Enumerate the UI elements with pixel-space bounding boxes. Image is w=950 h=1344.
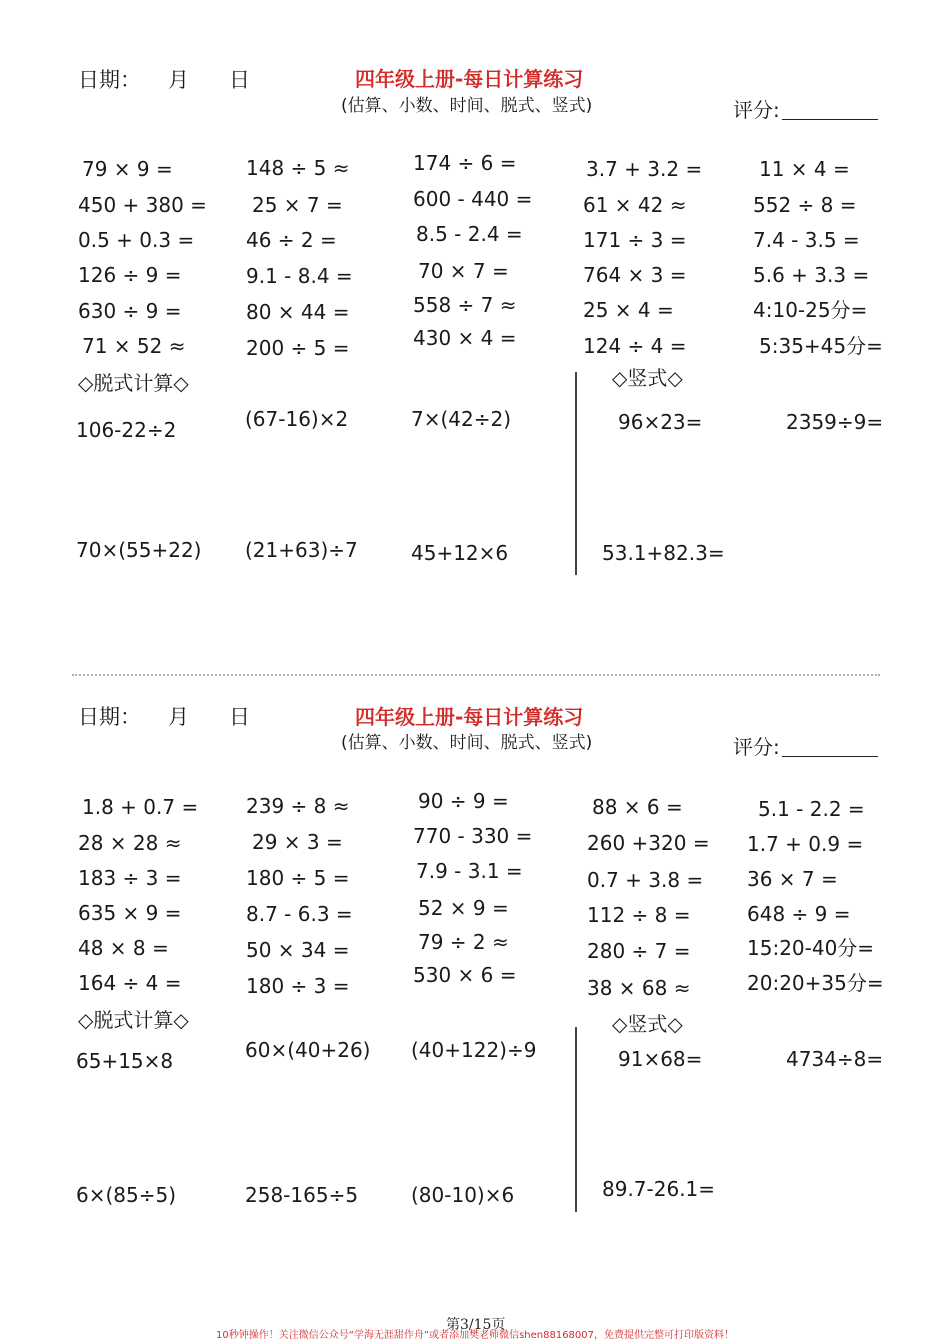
tuoshi-problem: 65+15×8 [76, 1049, 174, 1073]
shushi-problem: 4734÷8= [786, 1047, 884, 1071]
score-label: 评分: [733, 98, 780, 122]
tuoshi-problem: 106-22÷2 [76, 418, 177, 442]
mental-problem: 88 × 6 = [592, 795, 683, 819]
shushi-section-label: ◇竖式◇ [612, 1012, 683, 1036]
tuoshi-problem: 45+12×6 [411, 541, 509, 565]
mental-problem: 61 × 42 ≈ [583, 193, 687, 217]
mental-problem: 148 ÷ 5 ≈ [246, 156, 350, 180]
tuoshi-problem: (67-16)×2 [245, 407, 349, 431]
mental-problem: 70 × 7 = [418, 259, 509, 283]
mental-problem: 552 ÷ 8 = [753, 193, 857, 217]
mental-problem: 20:20+35分= [747, 971, 884, 995]
mental-problem: 8.7 - 6.3 = [246, 902, 353, 926]
tuoshi-problem: 60×(40+26) [245, 1038, 371, 1062]
mental-problem: 180 ÷ 3 = [246, 974, 350, 998]
mental-problem: 1.8 + 0.7 = [82, 795, 199, 819]
tuoshi-section-label: ◇脱式计算◇ [78, 371, 189, 395]
score-blank[interactable] [782, 738, 878, 757]
tuoshi-problem: 258-165÷5 [245, 1183, 359, 1207]
date-label: 日期： [78, 68, 141, 92]
shushi-section-label: ◇竖式◇ [612, 366, 683, 390]
mental-problem: 25 × 4 = [583, 298, 674, 322]
tuoshi-problem: 6×(85÷5) [76, 1183, 177, 1207]
mental-problem: 80 × 44 = [246, 300, 350, 324]
mental-problem: 71 × 52 ≈ [82, 334, 186, 358]
month-label: 月 [168, 68, 189, 92]
mental-problem: 5.6 + 3.3 = [753, 263, 870, 287]
mental-problem: 46 ÷ 2 = [246, 228, 337, 252]
date-label: 日期： [78, 705, 141, 729]
day-label: 日 [229, 68, 250, 92]
tuoshi-problem: (40+122)÷9 [411, 1038, 537, 1062]
mental-problem: 648 ÷ 9 = [747, 902, 851, 926]
mental-problem: 112 ÷ 8 = [587, 903, 691, 927]
mental-problem: 558 ÷ 7 ≈ [413, 293, 517, 317]
mental-problem: 15:20-40分= [747, 936, 875, 960]
mental-problem: 9.1 - 8.4 = [246, 264, 353, 288]
mental-problem: 8.5 - 2.4 = [416, 222, 523, 246]
mental-problem: 0.7 + 3.8 = [587, 868, 704, 892]
mental-problem: 126 ÷ 9 = [78, 263, 182, 287]
mental-problem: 1.7 + 0.9 = [747, 832, 864, 856]
mental-problem: 4:10-25分= [753, 298, 868, 322]
mental-problem: 200 ÷ 5 = [246, 336, 350, 360]
mental-problem: 171 ÷ 3 = [583, 228, 687, 252]
mental-problem: 635 × 9 = [78, 901, 182, 925]
worksheet-subtitle: (估算、小数、时间、脱式、竖式) [341, 96, 593, 116]
shushi-problem: 89.7-26.1= [602, 1177, 716, 1201]
promo-footer: 10秒钟操作！关注微信公众号“学海无涯甜作舟”或者添加樊老师微信shen88168007，免费提供完整可打印版资料！ [215, 1330, 735, 1341]
section-separator [575, 372, 577, 575]
mental-problem: 79 ÷ 2 ≈ [418, 930, 509, 954]
mental-problem: 3.7 + 3.2 = [586, 157, 703, 181]
mental-problem: 11 × 4 = [759, 157, 850, 181]
month-label: 月 [168, 705, 189, 729]
mental-problem: 79 × 9 = [82, 157, 173, 181]
score-blank[interactable] [782, 101, 878, 120]
shushi-problem: 91×68= [618, 1047, 703, 1071]
shushi-problem: 53.1+82.3= [602, 541, 725, 565]
mental-problem: 630 ÷ 9 = [78, 299, 182, 323]
worksheet-title: 四年级上册-每日计算练习 [355, 705, 584, 729]
mental-problem: 7.4 - 3.5 = [753, 228, 860, 252]
mental-problem: 450 + 380 = [78, 193, 207, 217]
mental-problem: 764 × 3 = [583, 263, 687, 287]
mental-problem: 48 × 8 = [78, 936, 169, 960]
worksheet-title: 四年级上册-每日计算练习 [355, 67, 584, 91]
mental-problem: 600 - 440 = [413, 187, 533, 211]
mental-problem: 124 ÷ 4 = [583, 334, 687, 358]
mental-problem: 50 × 34 = [246, 938, 350, 962]
mental-problem: 5.1 - 2.2 = [758, 797, 865, 821]
tuoshi-problem: 7×(42÷2) [411, 407, 512, 431]
section-separator [575, 1027, 577, 1212]
page-number: 第3/15页 [446, 1317, 506, 1333]
shushi-problem: 2359÷9= [786, 410, 884, 434]
cut-line [72, 674, 880, 676]
mental-problem: 280 ÷ 7 = [587, 939, 691, 963]
mental-problem: 260 +320 = [587, 831, 710, 855]
mental-problem: 28 × 28 ≈ [78, 831, 182, 855]
shushi-problem: 96×23= [618, 410, 703, 434]
tuoshi-section-label: ◇脱式计算◇ [78, 1008, 189, 1032]
mental-problem: 36 × 7 = [747, 867, 838, 891]
mental-problem: 90 ÷ 9 = [418, 789, 509, 813]
mental-problem: 0.5 + 0.3 = [78, 228, 195, 252]
worksheet-subtitle: (估算、小数、时间、脱式、竖式) [341, 733, 593, 753]
tuoshi-problem: (21+63)÷7 [245, 538, 358, 562]
mental-problem: 180 ÷ 5 = [246, 866, 350, 890]
tuoshi-problem: 70×(55+22) [76, 538, 202, 562]
mental-problem: 174 ÷ 6 = [413, 151, 517, 175]
mental-problem: 7.9 - 3.1 = [416, 859, 523, 883]
mental-problem: 52 × 9 = [418, 896, 509, 920]
tuoshi-problem: (80-10)×6 [411, 1183, 515, 1207]
score-field[interactable] [733, 737, 878, 757]
score-field[interactable] [733, 100, 878, 120]
mental-problem: 530 × 6 = [413, 963, 517, 987]
day-label: 日 [229, 705, 250, 729]
mental-problem: 5:35+45分= [759, 334, 883, 358]
mental-problem: 430 × 4 = [413, 326, 517, 350]
mental-problem: 239 ÷ 8 ≈ [246, 794, 350, 818]
mental-problem: 29 × 3 = [252, 830, 343, 854]
mental-problem: 25 × 7 = [252, 193, 343, 217]
score-label: 评分: [733, 735, 780, 759]
mental-problem: 38 × 68 ≈ [587, 976, 691, 1000]
mental-problem: 183 ÷ 3 = [78, 866, 182, 890]
mental-problem: 164 ÷ 4 = [78, 971, 182, 995]
mental-problem: 770 - 330 = [413, 824, 533, 848]
